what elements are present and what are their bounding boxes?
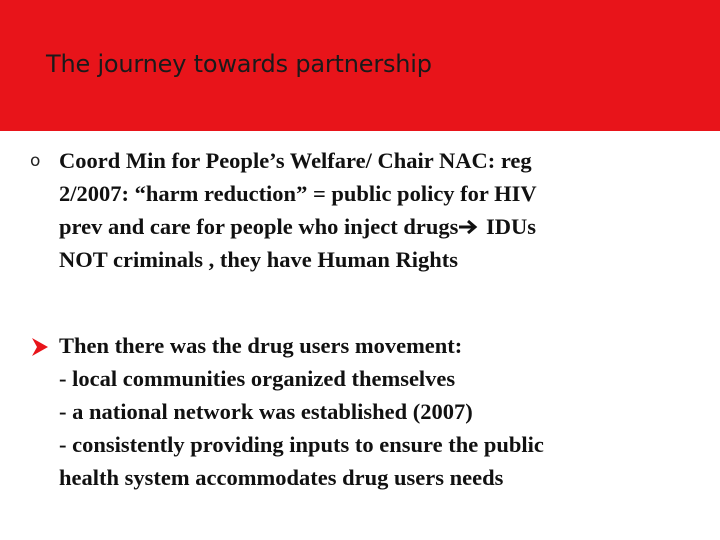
bullet-1-line-3-suffix: IDUs: [486, 214, 537, 239]
arrowhead-bullet-icon: [30, 337, 50, 357]
bullet-2-line-3: - a national network was established (2007): [59, 399, 473, 424]
bullet-2-line-2: - local communities organized themselves: [59, 366, 456, 391]
bullet-1-line-3-text: prev and care for people who inject drugs: [59, 214, 459, 239]
bullet-item-1: [30, 144, 709, 276]
bullet-1-line-4: NOT criminals , they have Human Rights: [59, 247, 458, 272]
right-arrow-icon: [458, 219, 480, 235]
bullet-1-line-3: [59, 210, 709, 243]
hollow-circle-bullet-icon: o: [30, 151, 41, 171]
bullet-2-line-1: Then there was the drug users movement:: [59, 333, 463, 358]
bullet-1-line-2: 2/2007: “harm reduction” = public policy for HIV: [59, 181, 537, 206]
bullet-item-2: [59, 329, 714, 494]
slide-title: The journey towards partnership: [46, 50, 432, 78]
bullet-2-line-5: health system accommodates drug users needs: [59, 465, 504, 490]
bullet-2-line-4: - consistently providing inputs to ensure the public: [59, 432, 544, 457]
bullet-1-line-1: Coord Min for People’s Welfare/ Chair NAC: reg: [59, 148, 532, 173]
